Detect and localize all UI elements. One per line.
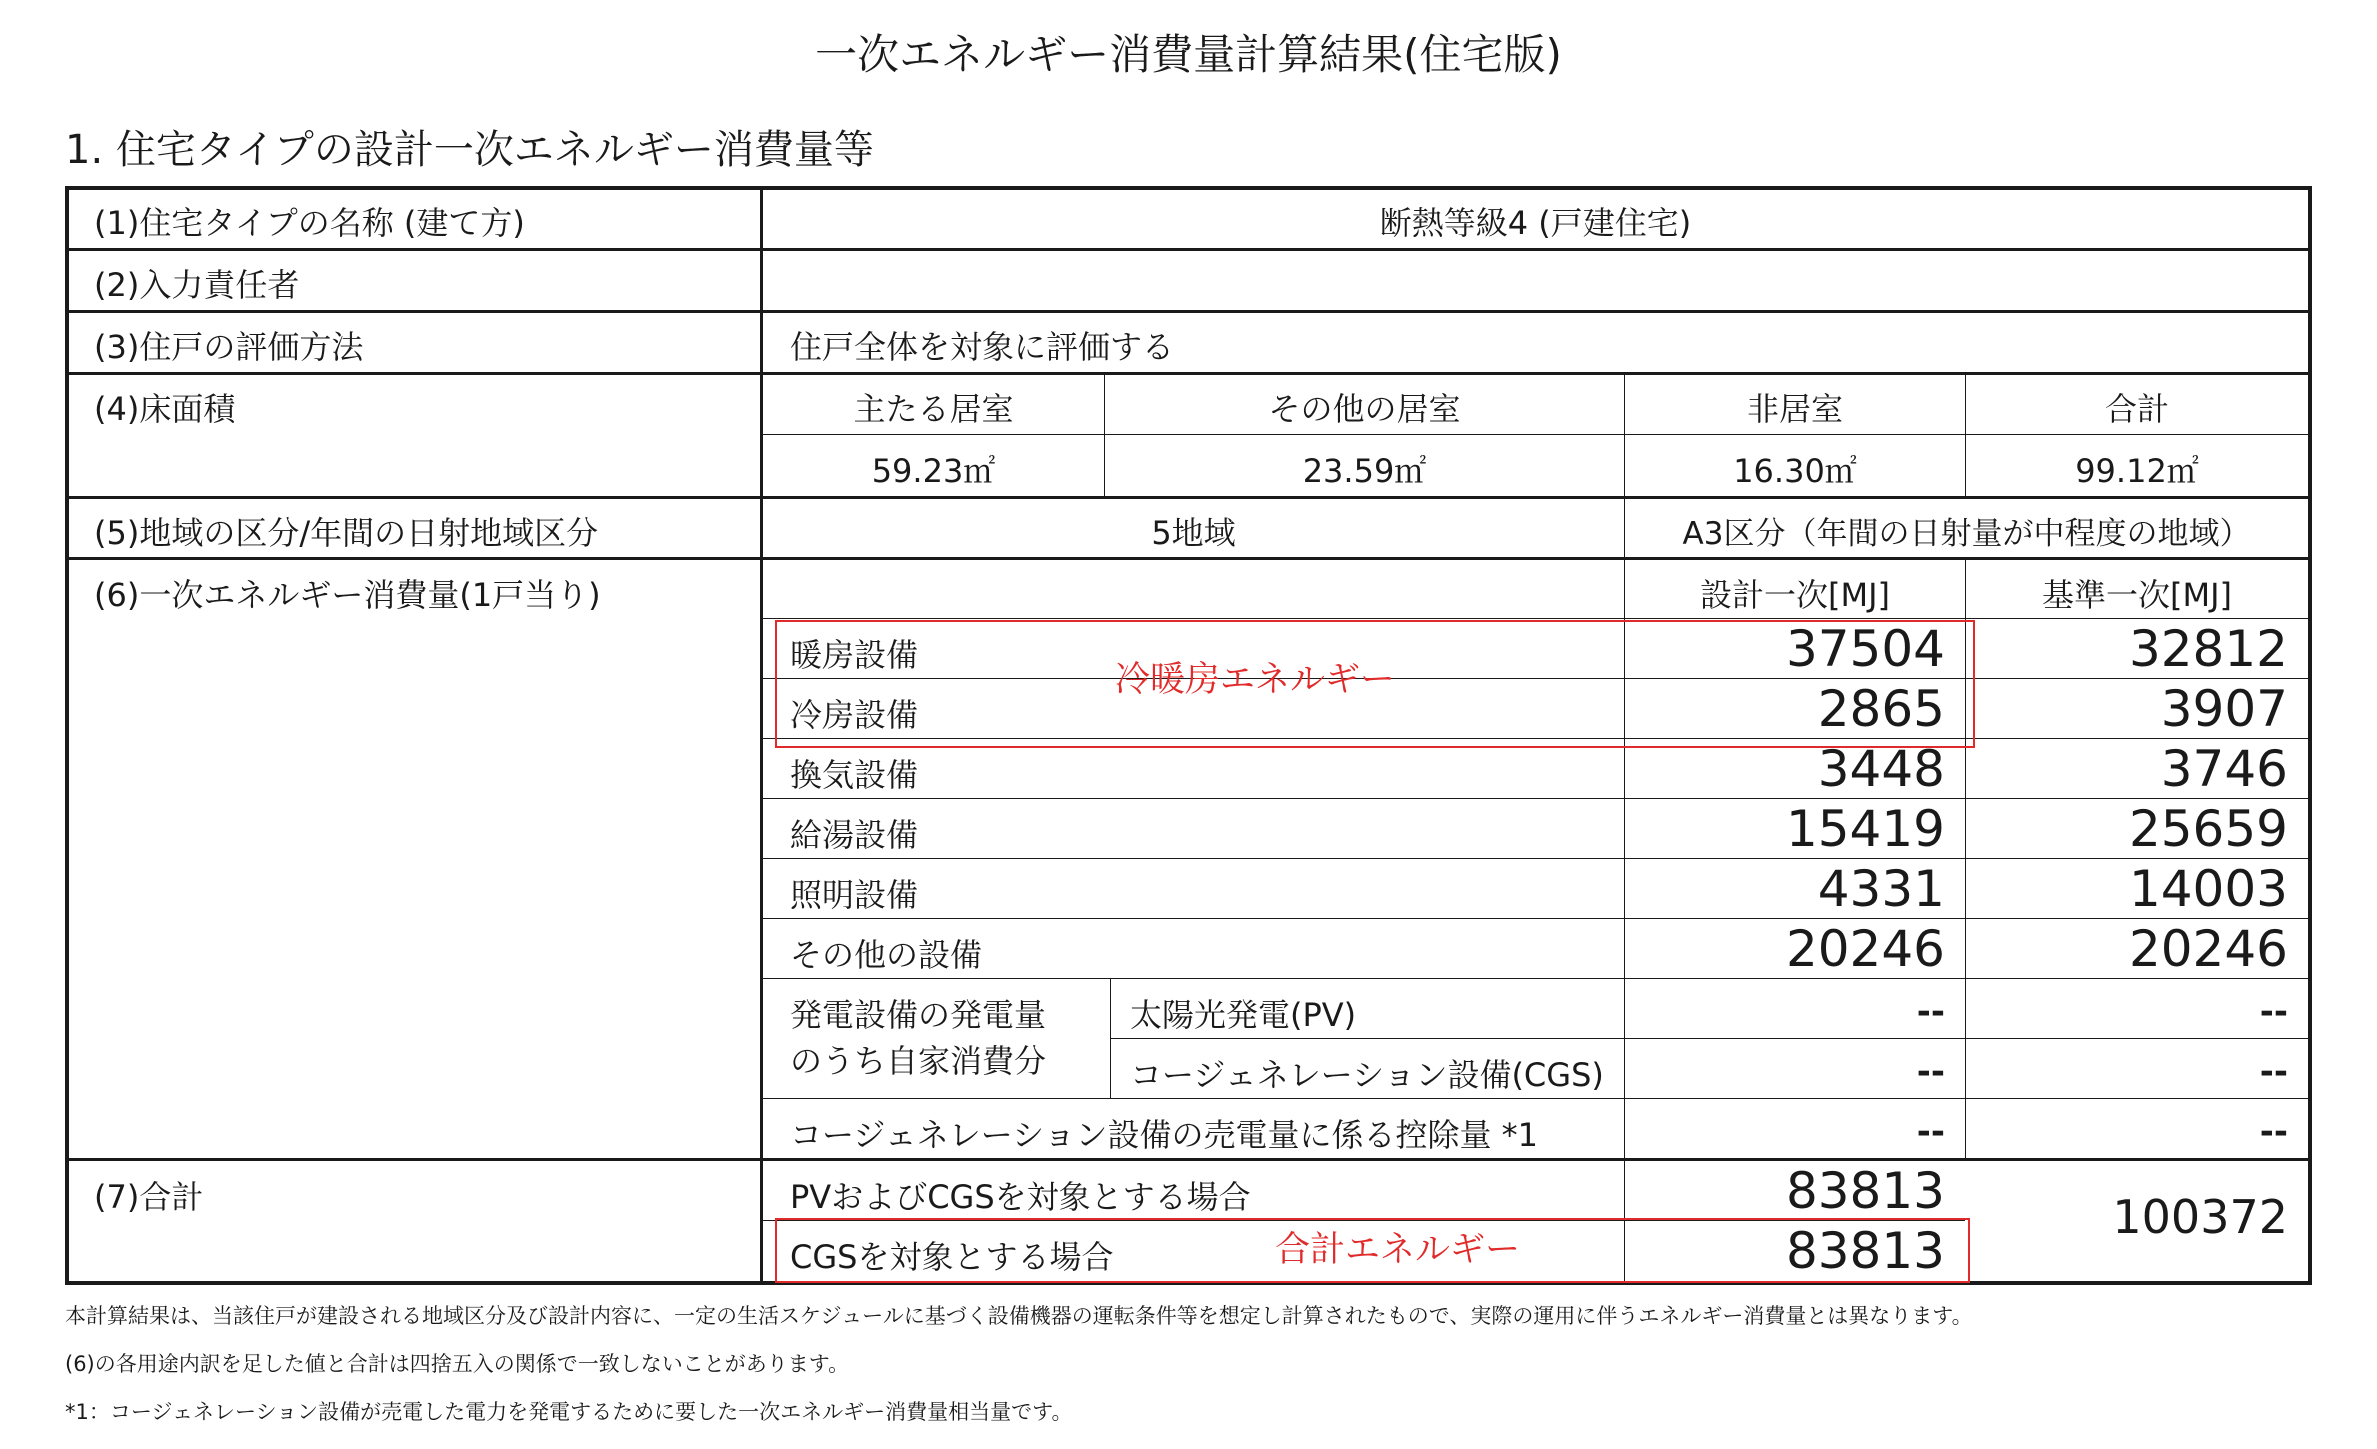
- energy-design-heating: 37504: [1785, 620, 1945, 678]
- cgs-label: コージェネレーション設備(CGS): [1130, 1056, 1604, 1094]
- footnote-disclaimer: 本計算結果は、当該住戸が建設される地域区分及び設計内容に、一定の生活スケジュールに基づく設備機器の運転条件等を想定し計算されたもので、実際の運用に伴うエネルギー消費量とは異なります。: [65, 1304, 1973, 1328]
- floor-value-non-living: 16.30㎡: [1733, 452, 1857, 490]
- inner-separator: [760, 978, 2312, 979]
- row-separator: [65, 557, 2312, 560]
- col-header-standard: 基準一次[MJ]: [2041, 576, 2233, 614]
- energy-design-ventilation: 3448: [1817, 740, 1945, 798]
- cgs-sell-design-value: --: [1916, 1112, 1945, 1152]
- row-label-energy-consumption: (6)一次エネルギー消費量(1戸当り): [94, 576, 601, 614]
- energy-standard-lighting: 14003: [2128, 860, 2288, 918]
- pv-design-value: --: [1916, 992, 1945, 1032]
- pv-standard-value: --: [2259, 992, 2288, 1032]
- total-standard-value: 100372: [2112, 1190, 2288, 1244]
- floor-value-total: 99.12㎡: [2075, 452, 2199, 490]
- footnote-rounding: (6)の各用途内訳を足した値と合計は四捨五入の関係で一致しないことがあります。: [65, 1352, 850, 1376]
- row-label-floor-area: (4)床面積: [94, 390, 236, 428]
- cgs-design-value: --: [1916, 1052, 1945, 1092]
- col-header-design: 設計一次[MJ]: [1699, 576, 1891, 614]
- total-cgs-value: 83813: [1785, 1222, 1945, 1280]
- table-border-left: [65, 186, 69, 1285]
- total-cgs-label: CGSを対象とする場合: [790, 1238, 1114, 1276]
- floor-value-other-room: 23.59㎡: [1302, 452, 1427, 490]
- section-title: 1. 住宅タイプの設計一次エネルギー消費量等: [65, 127, 874, 173]
- energy-standard-other: 20246: [2128, 920, 2288, 978]
- floor-header-other-room: その他の居室: [1268, 390, 1461, 428]
- building-type-value: 断熱等級4 (戸建住宅): [1379, 204, 1692, 242]
- row-separator: [65, 496, 2312, 499]
- heating-cooling-annotation: 冷暖房エネルギー: [1115, 660, 1396, 700]
- inner-separator: [760, 618, 2312, 619]
- energy-label-hot-water: 給湯設備: [790, 816, 919, 854]
- energy-label-other: その他の設備: [790, 936, 983, 974]
- cgs-standard-value: --: [2259, 1052, 2288, 1092]
- region-value: 5地域: [1151, 514, 1236, 552]
- floor-header-non-living: 非居室: [1746, 390, 1843, 428]
- floor-value-main-room: 59.23㎡: [871, 452, 996, 490]
- energy-standard-heating: 32812: [2128, 620, 2288, 678]
- inner-separator: [1110, 1038, 2312, 1039]
- column-separator: [1110, 978, 1111, 1099]
- cgs-sell-standard-value: --: [2259, 1112, 2288, 1152]
- evaluation-method-value: 住戸全体を対象に評価する: [790, 328, 1175, 366]
- energy-standard-hot-water: 25659: [2128, 800, 2288, 858]
- row-label-evaluation-method: (3)住戸の評価方法: [94, 328, 364, 366]
- total-pv-cgs-value: 83813: [1785, 1162, 1945, 1220]
- cgs-sell-label: コージェネレーション設備の売電量に係る控除量 *1: [790, 1116, 1538, 1154]
- table-border-right: [2308, 186, 2312, 1285]
- row-separator: [65, 248, 2312, 251]
- table-border-top: [65, 186, 2312, 190]
- generation-label-line1: 発電設備の発電量: [790, 996, 1047, 1034]
- row-separator: [65, 1158, 2312, 1161]
- energy-label-cooling: 冷房設備: [790, 696, 919, 734]
- pv-label: 太陽光発電(PV): [1130, 996, 1357, 1034]
- inner-separator: [760, 918, 2312, 919]
- energy-label-lighting: 照明設備: [790, 876, 919, 914]
- energy-design-other: 20246: [1785, 920, 1945, 978]
- energy-design-cooling: 2865: [1817, 680, 1945, 738]
- generation-label-line2: のうち自家消費分: [790, 1042, 1047, 1080]
- total-annotation: 合計エネルギー: [1275, 1230, 1521, 1270]
- inner-separator: [760, 434, 2312, 435]
- energy-design-hot-water: 15419: [1785, 800, 1945, 858]
- floor-header-main-room: 主たる居室: [853, 390, 1014, 428]
- solar-region-value: A3区分（年間の日射量が中程度の地域）: [1682, 516, 2251, 552]
- row-label-responsible-person: (2)入力責任者: [94, 266, 300, 304]
- row-label-total: (7)合計: [94, 1178, 204, 1216]
- row-label-building-type: (1)住宅タイプの名称 (建て方): [94, 204, 525, 242]
- energy-design-lighting: 4331: [1817, 860, 1945, 918]
- energy-standard-ventilation: 3746: [2160, 740, 2288, 798]
- row-separator: [65, 310, 2312, 313]
- document-title: 一次エネルギー消費量計算結果(住宅版): [815, 30, 1562, 79]
- label-column-divider: [760, 186, 763, 1285]
- row-label-region: (5)地域の区分/年間の日射地域区分: [94, 514, 599, 552]
- total-pv-cgs-label: PVおよびCGSを対象とする場合: [790, 1178, 1251, 1216]
- energy-standard-cooling: 3907: [2160, 680, 2288, 738]
- inner-separator: [760, 798, 2312, 799]
- inner-separator: [760, 1098, 2312, 1099]
- energy-label-heating: 暖房設備: [790, 636, 919, 674]
- row-separator: [65, 372, 2312, 375]
- inner-separator: [760, 858, 2312, 859]
- floor-header-total: 合計: [2104, 390, 2169, 428]
- energy-label-ventilation: 換気設備: [790, 756, 919, 794]
- footnote-cgs: *1：コージェネレーション設備が売電した電力を発電するために要した一次エネルギー消費量相当量です。: [65, 1400, 1073, 1424]
